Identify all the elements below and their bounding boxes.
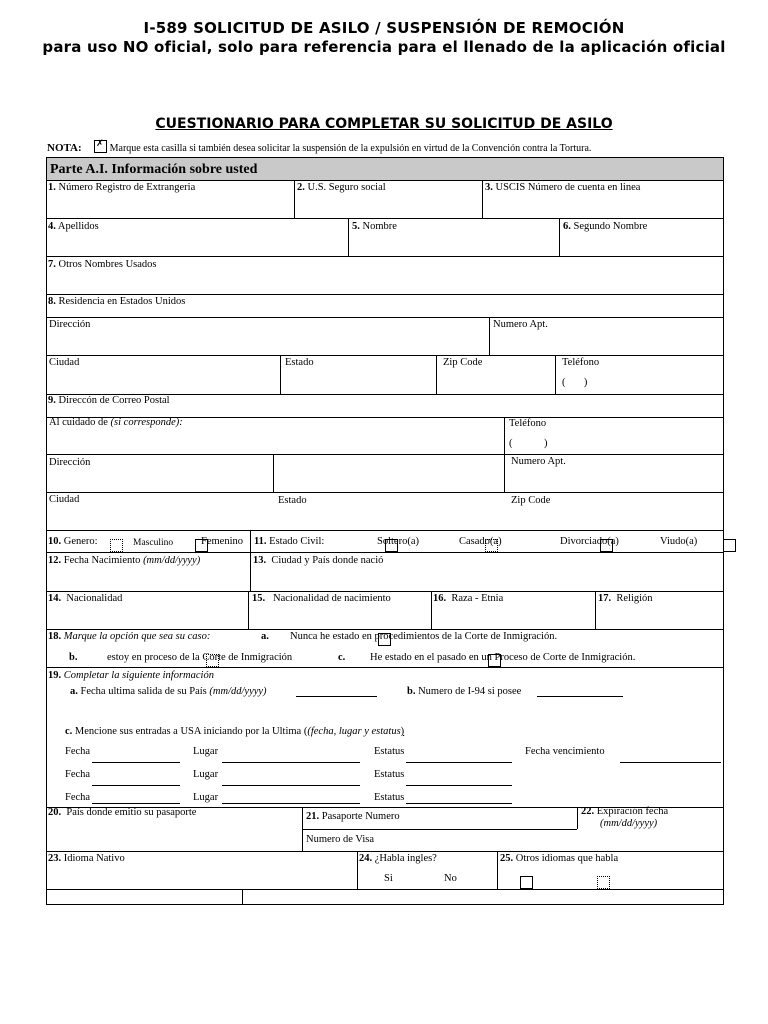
field-19c-label: c. Mencione sus entradas a USA iniciando por la Ultima ((fecha, lugar y estatus) [65,726,405,737]
residence-city-label: Ciudad [49,357,80,368]
field-15-label: 15. Nacionalidad de nacimiento [252,593,391,604]
civil-divorced-label: Divorciado(a) [560,536,619,547]
note-label: NOTA: [47,142,82,154]
entry-2-status-line[interactable] [406,785,512,786]
field-18c-label: He estado en el pasado en un Proceso de Corte de Inmigración. [370,652,636,663]
last-departure-date-line[interactable] [296,696,377,697]
entry-2-place-line[interactable] [222,785,360,786]
civil-widowed-checkbox[interactable] [723,539,736,552]
form-title: I-589 SOLICITUD DE ASILO / SUSPENSIÓN DE REMOCIÓN [143,19,625,37]
field-25-label: 25. Otros idiomas que habla [500,853,619,864]
field-18a-key: a. [261,631,269,642]
torture-convention-checkbox[interactable] [94,140,107,153]
residence-apt-label: Numero Apt. [493,319,548,330]
field-19a-label: a. Fecha ultima salida de su País (mm/dd/yyyy) [70,686,267,697]
residence-address-label: Dirección [49,319,91,330]
note-row [47,140,591,154]
part-heading: Parte A.I. Información sobre usted [47,158,723,180]
entry-1-status-line[interactable] [406,762,512,763]
entry-3-place-line[interactable] [222,803,360,804]
entry-3-date-line[interactable] [92,803,180,804]
field-4-label: 4. Apellidos [48,221,99,232]
gender-male-label: Masculino [133,538,174,548]
field-22-label: 22. Expiración fecha [581,806,669,817]
field-23-label: 23. Idioma Nativo [48,853,125,864]
entry-2-date-line[interactable] [92,785,180,786]
field-9-label: 9. Direccón de Correo Postal [48,395,170,406]
field-12-label: 12. Fecha Nacimiento (mm/dd/yyyy) [48,555,201,566]
field-20-label: 20. País donde emitio su pasaporte [48,807,197,818]
entry-2-status-label: Estatus [374,769,405,780]
field-21-label: 21. Pasaporte Numero [306,811,400,822]
field-10-label: 10. Genero: [48,536,98,547]
field-8-label: 8. Residencia en Estados Unidos [48,296,186,307]
field-14-label: 14. Nacionalidad [48,593,123,604]
speaks-english-no-checkbox[interactable] [597,876,610,889]
field-7-label: 7. Otros Nombres Usados [48,259,157,270]
speaks-english-yes-checkbox[interactable] [520,876,533,889]
gender-female-label: Femenino [201,536,243,547]
field-18b-label: estoy en proceso de la Corte de Inmigración [107,652,293,663]
civil-married-label: Casado(a) [459,536,502,547]
entry-2-place-label: Lugar [193,769,219,780]
entry-2-date-label: Fecha [65,769,91,780]
field-16-label: 16. Raza - Etnia [433,593,504,604]
field-3-label: 3. USCIS Número de cuenta en linea [485,182,641,193]
mailing-phone-area[interactable]: ( ) [509,438,548,449]
field-5-label: 5. Nombre [352,221,397,232]
entry-1-status-label: Estatus [374,746,405,757]
field-6-label: 6. Segundo Nombre [563,221,648,232]
field-2-label: 2. U.S. Seguro social [297,182,386,193]
care-of-label: Al cuidado de (si corresponde): [49,417,183,428]
field-18-label: 18. Marque la opción que sea su caso: [48,631,211,642]
field-11-label: 11. Estado Civil: [254,536,325,547]
entry-3-date-label: Fecha [65,792,91,803]
entry-1-place-label: Lugar [193,746,219,757]
form-title-line2: para uso NO oficial, solo para referencia para el llenado de la aplicación oficial [42,38,726,56]
entry-1-expiry-line[interactable] [620,762,721,763]
field-17-label: 17. Religión [598,593,653,604]
residence-zip-label: Zip Code [443,357,483,368]
residence-phone-area[interactable]: ( ) [562,377,588,388]
mailing-zip-label: Zip Code [511,495,551,506]
entry-1-date-label: Fecha [65,746,91,757]
entry-3-status-label: Estatus [374,792,405,803]
field-19b-label: b. Numero de I-94 si posee [407,686,522,697]
field-1-label: 1. Número Registro de Extrangeria [48,182,196,193]
note-text: Marque esta casilla si también desea solicitar la suspensión de la expulsión en virtud de la Convención contra la Tortura. [109,143,592,154]
residence-state-label: Estado [285,357,314,368]
speaks-english-no-label: No [444,873,457,884]
mailing-address-label: Dirección [49,457,91,468]
mailing-apt-label: Numero Apt. [511,456,566,467]
entry-1-place-line[interactable] [222,762,360,763]
civil-single-label: Soltero(a) [377,536,419,547]
civil-widowed-label: Viudo(a) [660,536,698,547]
field-19-label: 19. Completar la siguiente información [48,670,214,681]
entry-1-date-line[interactable] [92,762,180,763]
i94-number-line[interactable] [537,696,623,697]
field-22-format: (mm/dd/yyyy) [600,818,658,829]
field-18b-key: b. [69,652,78,663]
checkmark-icon: ✗ [96,139,104,149]
form-subtitle: CUESTIONARIO PARA COMPLETAR SU SOLICITUD DE ASILO [155,116,613,132]
visa-number-label: Numero de Visa [306,834,374,845]
entry-3-place-label: Lugar [193,792,219,803]
field-13-label: 13. Ciudad y País donde nació [253,555,384,566]
residence-phone-label: Teléfono [562,357,600,368]
mailing-phone-label: Teléfono [509,418,547,429]
field-24-label: 24. ¿Habla ingles? [359,853,437,864]
entry-3-status-line[interactable] [406,803,512,804]
mailing-state-label: Estado [278,495,307,506]
field-18a-label: Nunca he estado en procedimientos de la Corte de Inmigración. [290,631,558,642]
speaks-english-yes-label: Si [384,873,393,884]
mailing-city-label: Ciudad [49,494,80,505]
field-18c-key: c. [338,652,346,663]
gender-male-checkbox[interactable] [110,539,123,552]
entry-1-expiry-label: Fecha vencimiento [525,746,605,757]
